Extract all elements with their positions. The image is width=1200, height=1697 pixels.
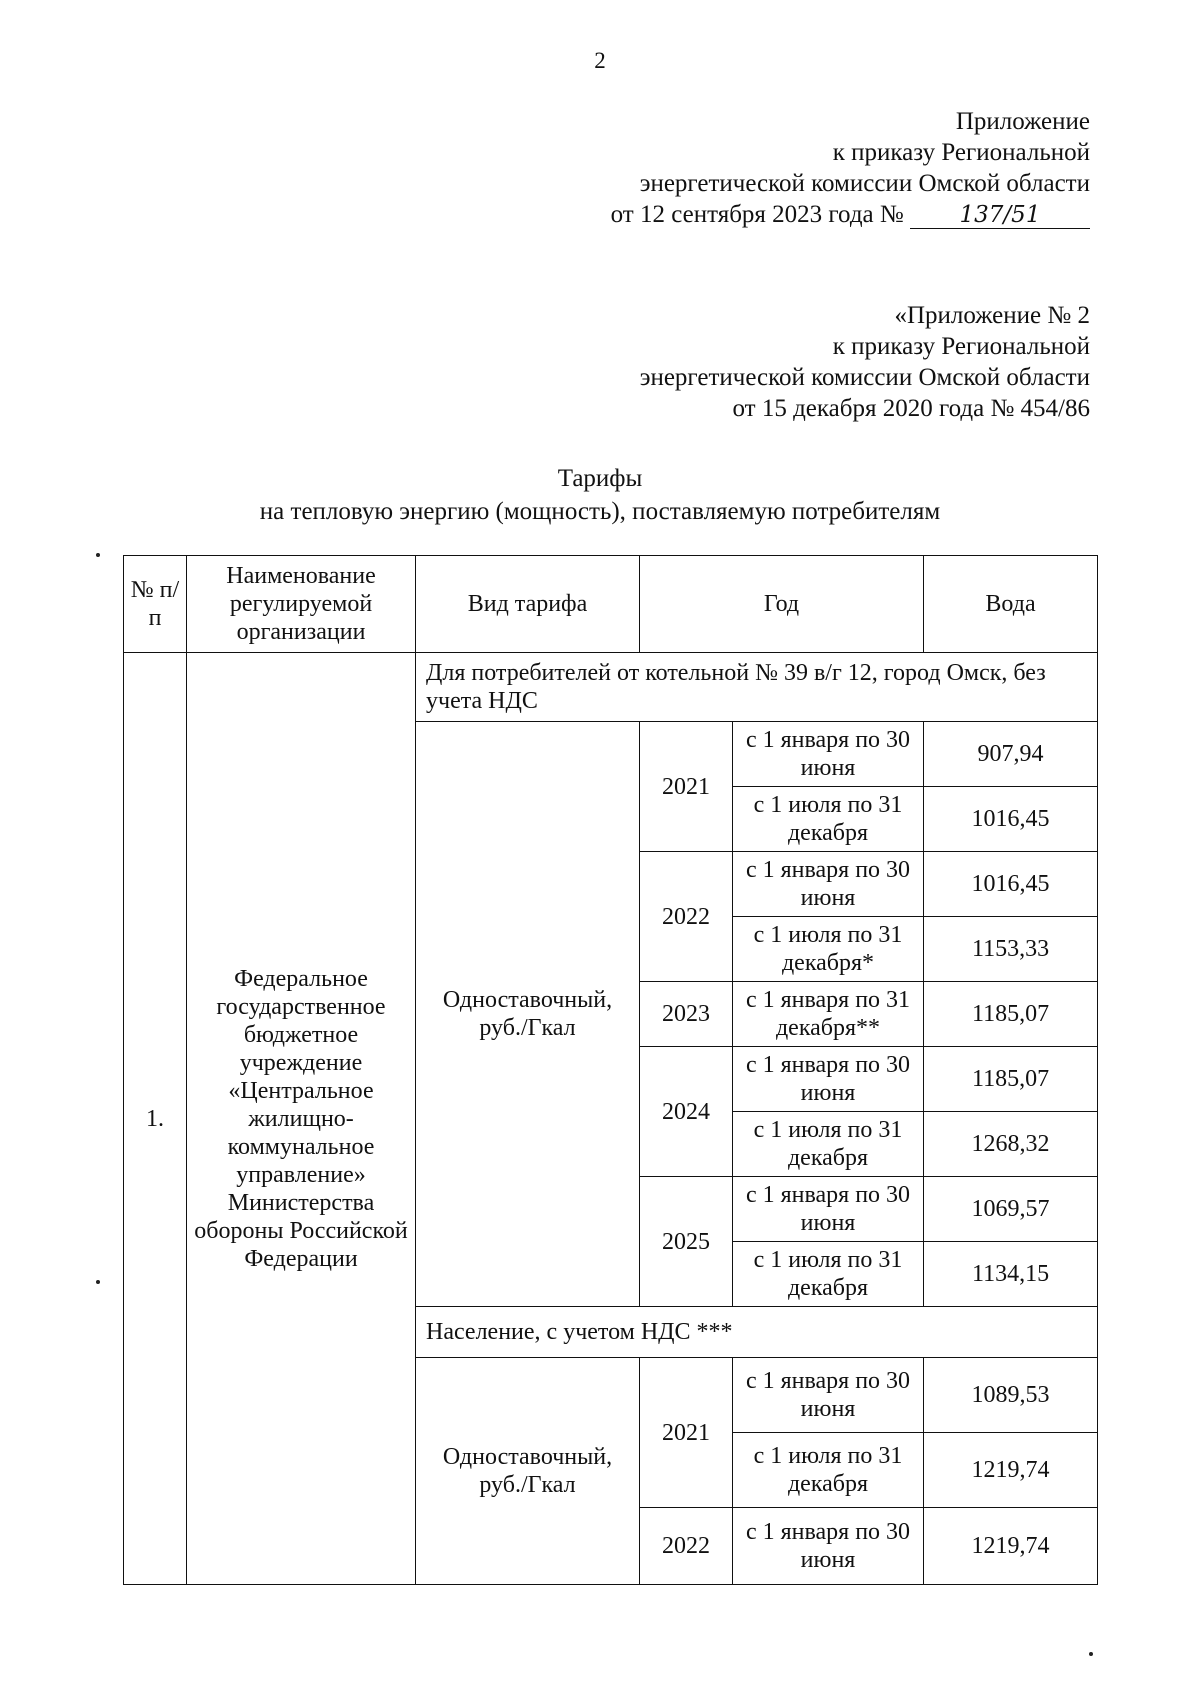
water-value: 1268,32 bbox=[924, 1112, 1098, 1177]
organization-name: Федеральное государственное бюджетное учреждение «Центральное жилищно-коммунальное управление» Министерства обороны Российской Федерации bbox=[187, 653, 416, 1585]
period-cell: с 1 января по 30 июня bbox=[733, 1508, 924, 1585]
order-header-line2: к приказу Региональной bbox=[832, 139, 1090, 166]
water-value: 1219,74 bbox=[924, 1508, 1098, 1585]
year-cell: 2025 bbox=[640, 1177, 733, 1307]
order-header-line3: энергетической комиссии Омской области bbox=[639, 170, 1090, 197]
scan-speck bbox=[96, 553, 100, 557]
annex-header-line4: от 15 декабря 2020 года № 454/86 bbox=[732, 395, 1090, 422]
document-title: Тарифы bbox=[557, 465, 643, 492]
period-cell: с 1 января по 30 июня bbox=[733, 1177, 924, 1242]
period-cell: с 1 января по 30 июня bbox=[733, 1358, 924, 1433]
year-cell: 2022 bbox=[640, 1508, 733, 1585]
water-value: 1134,15 bbox=[924, 1242, 1098, 1307]
period-cell: с 1 января по 30 июня bbox=[733, 852, 924, 917]
col-header-tariff-type: Вид тарифа bbox=[416, 556, 640, 653]
year-cell: 2021 bbox=[640, 722, 733, 852]
order-date: от 12 сентября 2023 года № bbox=[610, 201, 904, 228]
period-cell: с 1 июля по 31 декабря bbox=[733, 1433, 924, 1508]
col-header-year: Год bbox=[640, 556, 924, 653]
scan-speck bbox=[1089, 1652, 1093, 1656]
year-cell: 2024 bbox=[640, 1047, 733, 1177]
scan-speck bbox=[96, 1280, 100, 1284]
annex-header-line1: «Приложение № 2 bbox=[894, 302, 1090, 329]
col-header-org: Наименование регулируемой организации bbox=[187, 556, 416, 653]
period-cell: с 1 января по 30 июня bbox=[733, 1047, 924, 1112]
tariff-type: Одноставочный, руб./Гкал bbox=[416, 722, 640, 1307]
tariff-type: Одноставочный, руб./Гкал bbox=[416, 1358, 640, 1585]
water-value: 1153,33 bbox=[924, 917, 1098, 982]
order-header bbox=[611, 106, 1090, 230]
page-number: 2 bbox=[594, 48, 606, 73]
water-value: 1069,57 bbox=[924, 1177, 1098, 1242]
section-label: Население, с учетом НДС *** bbox=[416, 1307, 1098, 1358]
water-value: 1016,45 bbox=[924, 852, 1098, 917]
water-value: 1185,07 bbox=[924, 982, 1098, 1047]
period-cell: с 1 июля по 31 декабря bbox=[733, 1242, 924, 1307]
row-number: 1. bbox=[124, 653, 187, 1585]
year-cell: 2021 bbox=[640, 1358, 733, 1508]
col-header-water: Вода bbox=[924, 556, 1098, 653]
period-cell: с 1 июля по 31 декабря bbox=[733, 1112, 924, 1177]
water-value: 1219,74 bbox=[924, 1433, 1098, 1508]
order-header-line1: Приложение bbox=[955, 108, 1090, 135]
tariffs-table bbox=[123, 555, 1098, 1585]
period-cell: с 1 июля по 31 декабря bbox=[733, 787, 924, 852]
col-header-num: № п/п bbox=[124, 556, 187, 653]
period-cell: с 1 января по 30 июня bbox=[733, 722, 924, 787]
year-cell: 2022 bbox=[640, 852, 733, 982]
order-header-line4 bbox=[611, 199, 1090, 230]
table-header-row bbox=[124, 556, 1098, 653]
water-value: 1185,07 bbox=[924, 1047, 1098, 1112]
annex-header-line2: к приказу Региональной bbox=[832, 333, 1090, 360]
document-subtitle: на тепловую энергию (мощность), поставляемую потребителям bbox=[259, 498, 941, 525]
period-cell: с 1 января по 31 декабря** bbox=[733, 982, 924, 1047]
year-cell: 2023 bbox=[640, 982, 733, 1047]
water-value: 1089,53 bbox=[924, 1358, 1098, 1433]
section-label: Для потребителей от котельной № 39 в/г 12, город Омск, без учета НДС bbox=[416, 653, 1098, 722]
annex-header bbox=[640, 300, 1090, 424]
period-cell: с 1 июля по 31 декабря* bbox=[733, 917, 924, 982]
water-value: 907,94 bbox=[924, 722, 1098, 787]
table-row bbox=[124, 653, 1098, 722]
water-value: 1016,45 bbox=[924, 787, 1098, 852]
handwritten-order-number: 137/51 bbox=[910, 202, 1090, 229]
annex-header-line3: энергетической комиссии Омской области bbox=[639, 364, 1090, 391]
